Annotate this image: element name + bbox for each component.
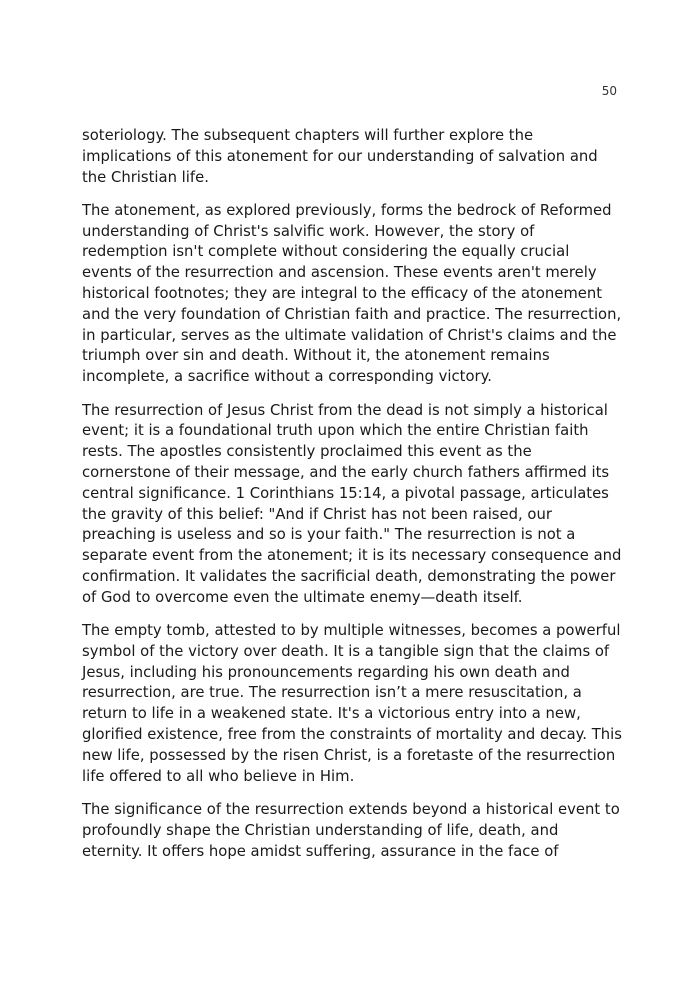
paragraph-3: The resurrection of Jesus Christ from the dead is not simply a historical event; it is a foundational truth upon which the entire Christian faith rests. The apostles consistently proclaimed this event as the cornerstone of their message, and the early church fathers affirmed its central significance. 1 Corinthians 15:14, a pivotal passage, articulates the gravity of this belief: "And if Christ has not been raised, our preaching is useless and so is your faith." The resurrection is not a separate event from the atonement; it is its necessary consequence and confirmation. It validates the sacrificial death, demonstrating the power of God to overcome even the ultimate enemy—death itself. <box>82 401 622 606</box>
page-body <box>82 126 622 875</box>
paragraph-1: soteriology. The subsequent chapters will further explore the implications of this atonement for our understanding of salvation and the Christian life. <box>82 127 598 186</box>
paragraph-4: The empty tomb, attested to by multiple witnesses, becomes a powerful symbol of the victory over death. It is a tangible sign that the claims of Jesus, including his pronouncements regarding his own death and resurrection, are true. The resurrection isn’t a mere resuscitation, a return to life in a weakened state. It's a victorious entry into a new, glorified existence, free from the constraints of mortality and decay. This new life, possessed by the risen Christ, is a foretaste of the resurrection life offered to all who believe in Him. <box>82 622 622 785</box>
page-number: 50 <box>601 84 617 98</box>
paragraph-5: The significance of the resurrection extends beyond a historical event to profoundly shape the Christian understanding of life, death, and eternity. It offers hope amidst suffering, assurance in the face of <box>82 800 620 860</box>
paragraph-2: The atonement, as explored previously, forms the bedrock of Reformed understanding of Christ's salvific work. However, the story of redemption isn't complete without considering the equally crucial events of the resurrection and ascension. These events aren't merely historical footnotes; they are integral to the efficacy of the atonement and the very foundation of Christian faith and practice. The resurrection, in particular, serves as the ultimate validation of Christ's claims and the triumph over sin and death. Without it, the atonement remains incomplete, a sacrifice without a corresponding victory. <box>82 201 622 386</box>
